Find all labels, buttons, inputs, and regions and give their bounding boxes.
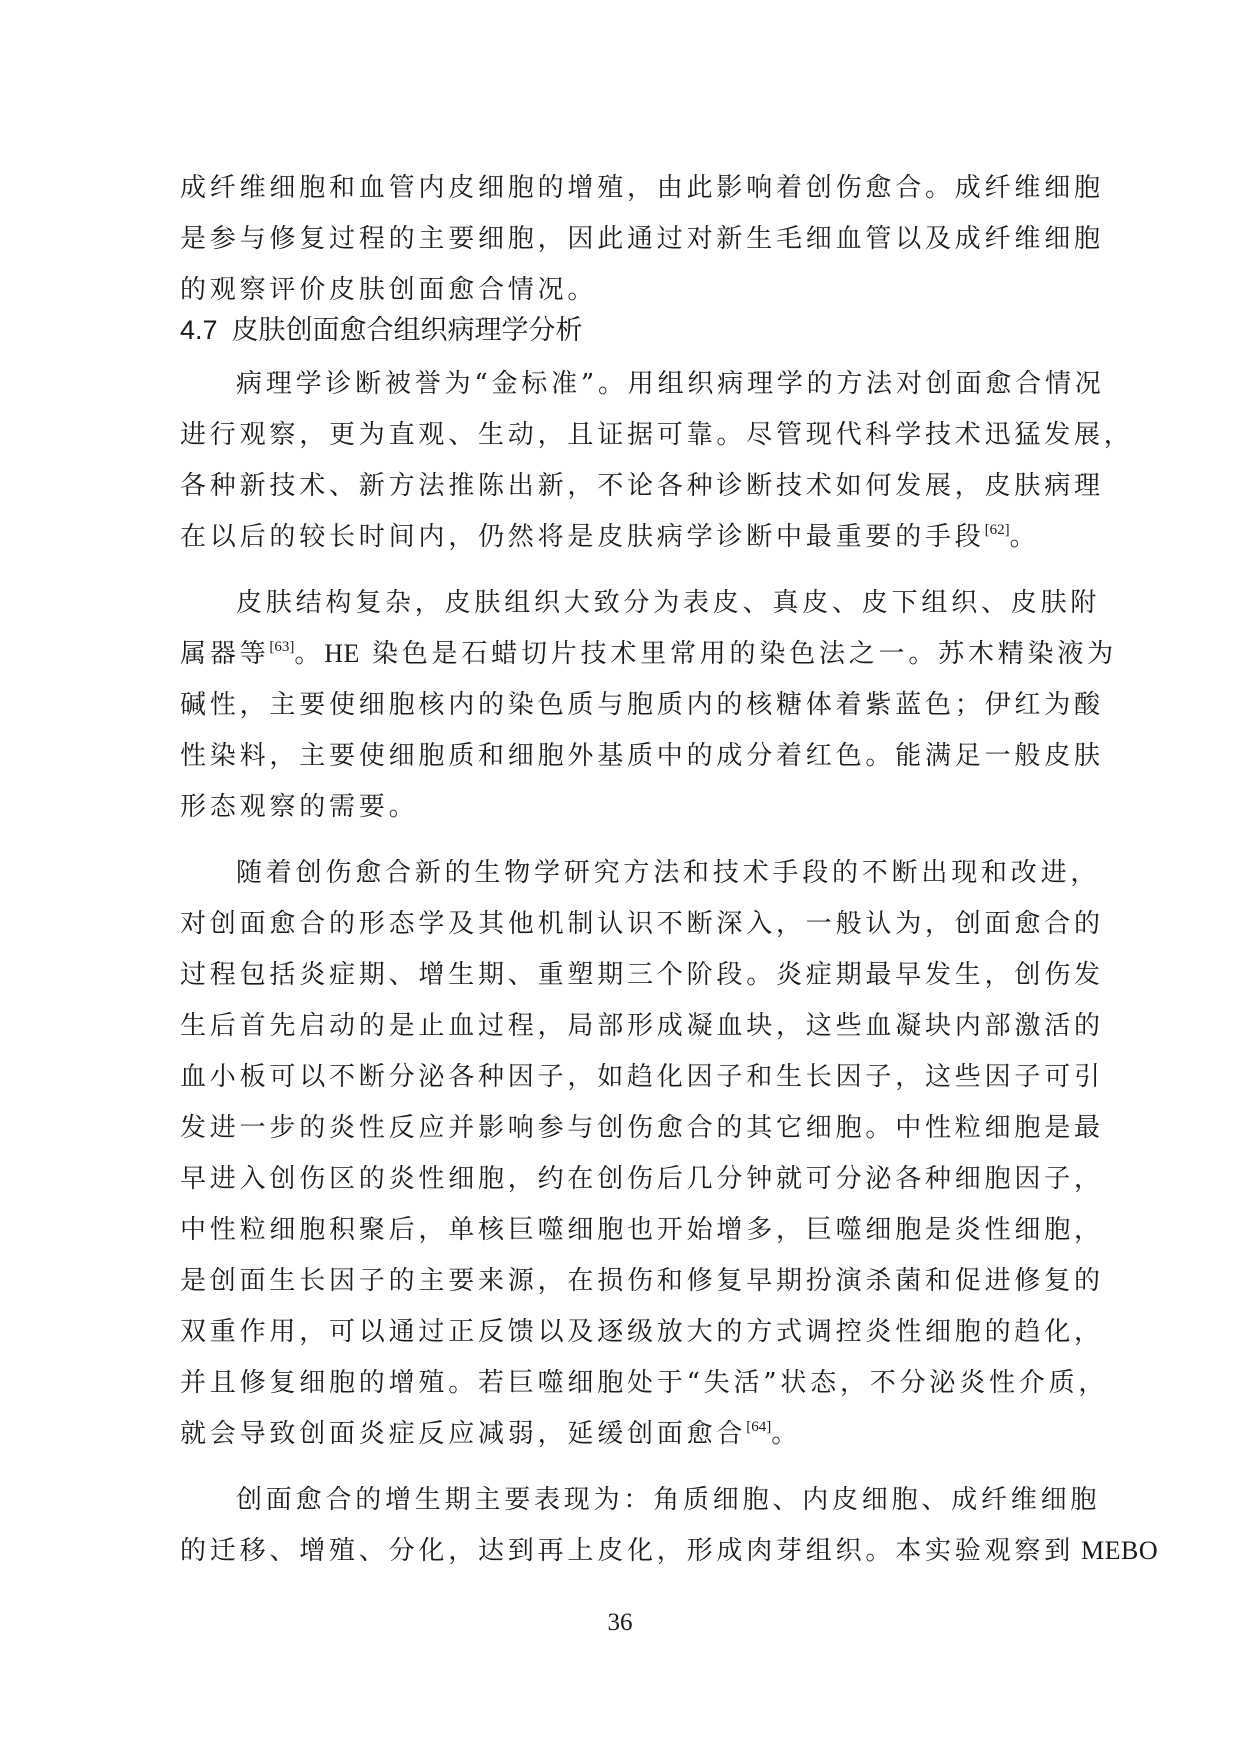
latin-term: HE (324, 639, 360, 668)
text-span: 在以后的较长时间内，仍然将是皮肤病学诊断中最重要的手段 (180, 522, 985, 552)
body-text-line: 中性粒细胞积聚后，单核巨噬细胞也开始增多，巨噬细胞是炎性细胞， (180, 1215, 1104, 1245)
body-text-line (180, 634, 1117, 674)
section-number: 4.7 (180, 315, 218, 345)
body-text-line: 并且修复细胞的增殖。若巨噬细胞处于“失活”状态，不分泌炎性介质， (180, 1368, 1109, 1398)
body-text-line: 碱性，主要使细胞核内的染色质与胞质内的核糖体着紫蓝色；伊红为酸 (180, 690, 1104, 720)
citation-ref: [63] (269, 639, 295, 655)
section-title: 皮肤创面愈合组织病理学分析 (231, 315, 583, 346)
body-text-line: 生后首先启动的是止血过程，局部形成凝血块，这些血凝块内部激活的 (180, 1011, 1104, 1041)
body-text-line: 皮肤结构复杂，皮肤组织大致分为表皮、真皮、皮下组织、皮肤附 (236, 588, 1101, 618)
body-text-line: 各种新技术、新方法推陈出新，不论各种诊断技术如何发展，皮肤病理 (180, 471, 1104, 501)
body-text-line: 病理学诊断被誉为“金标准”。用组织病理学的方法对创面愈合情况 (236, 369, 1105, 399)
latin-term: MEBO (1074, 1536, 1159, 1565)
body-text-line: 随着创伤愈合新的生物学研究方法和技术手段的不断出现和改进， (236, 858, 1101, 888)
body-text-line (180, 517, 1086, 557)
section-heading (180, 310, 583, 350)
citation-ref: [62] (984, 522, 1010, 538)
body-text-line: 双重作用，可以通过正反馈以及逐级放大的方式调控炎性细胞的趋化， (180, 1317, 1104, 1347)
text-span: 染色是石蜡切片技术里常用的染色法之一。苏木精染液为 (359, 639, 1117, 669)
body-text-line: 性染料，主要使细胞质和细胞外基质中的成分着红色。能满足一般皮肤 (180, 741, 1104, 771)
body-text-line: 是创面生长因子的主要来源，在损伤和修复早期扮演杀菌和促进修复的 (180, 1266, 1104, 1296)
body-text-line: 创面愈合的增生期主要表现为：角质细胞、内皮细胞、成纤维细胞 (236, 1485, 1101, 1515)
body-text-line: 早进入创伤区的炎性细胞，约在创伤后几分钟就可分泌各种细胞因子， (180, 1164, 1104, 1194)
body-text-line (180, 1414, 1086, 1454)
text-span: 。 (1009, 522, 1040, 552)
body-text-line: 过程包括炎症期、增生期、重塑期三个阶段。炎症期最早发生，创伤发 (180, 960, 1104, 990)
body-text-line: 形态观察的需要。 (180, 792, 419, 822)
body-text-line: 血小板可以不断分泌各种因子，如趋化因子和生长因子，这些因子可引 (180, 1062, 1104, 1092)
text-span: 。 (771, 1419, 802, 1449)
text-span: 属器等 (180, 639, 270, 669)
body-text-line: 进行观察，更为直观、生动，且证据可靠。尽管现代科学技术迅猛发展， (180, 420, 1134, 450)
body-text-line: 成纤维细胞和血管内皮细胞的增殖，由此影响着创伤愈合。成纤维细胞 (180, 173, 1104, 203)
page-number: 36 (607, 1609, 633, 1636)
body-text-line: 的观察评价皮肤创面愈合情况。 (180, 275, 598, 305)
body-text-line: 发进一步的炎性反应并影响参与创伤愈合的其它细胞。中性粒细胞是最 (180, 1113, 1104, 1143)
text-span: 的迁移、增殖、分化，达到再上皮化，形成肉芽组织。本实验观察到 (180, 1536, 1075, 1566)
citation-ref: [64] (746, 1419, 772, 1435)
body-text-line (180, 1531, 1159, 1571)
body-text-line: 对创面愈合的形态学及其他机制认识不断深入，一般认为，创面愈合的 (180, 909, 1104, 939)
body-text-line: 是参与修复过程的主要细胞，因此通过对新生毛细血管以及成纤维细胞 (180, 224, 1104, 254)
text-span: 。 (294, 639, 325, 669)
text-span: 就会导致创面炎症反应减弱，延缓创面愈合 (180, 1419, 747, 1449)
